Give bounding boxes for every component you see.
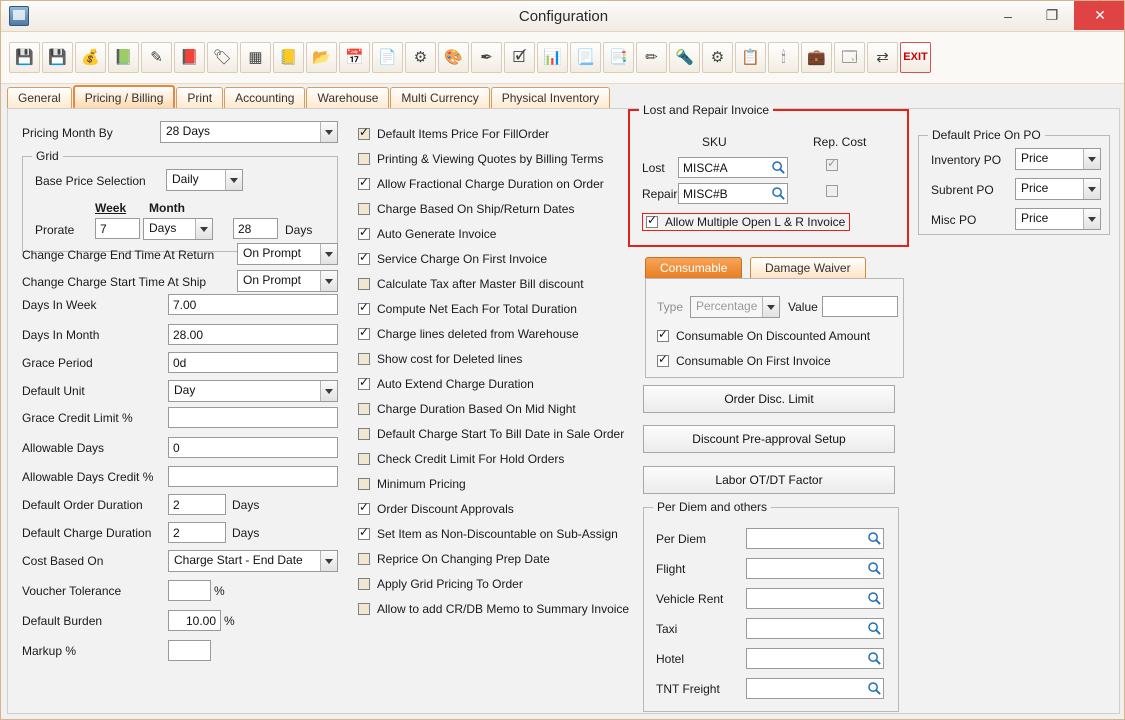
default-order-duration-input[interactable] (168, 494, 226, 515)
search-icon[interactable] (768, 158, 788, 177)
labor-ot-dt-factor-button[interactable] (643, 466, 895, 494)
chevron-down-icon[interactable] (1083, 149, 1100, 169)
window-app-icon: 🗔 (841, 49, 858, 66)
toolbar-button-lamp[interactable] (768, 42, 799, 73)
toolbar-button-window-app[interactable] (834, 42, 865, 73)
check-label: Service Charge On First Invoice (377, 252, 548, 266)
checkbox-icon[interactable] (358, 478, 370, 490)
check-consumable-on-discounted-amount[interactable] (657, 329, 870, 343)
toolbar-button-pencil[interactable] (636, 42, 667, 73)
export-excel-icon: 📗 (114, 49, 133, 66)
voucher-tolerance-label: Voucher Tolerance (22, 584, 122, 598)
allowable-days-input[interactable] (168, 437, 338, 458)
check-printing-viewing-quotes[interactable] (358, 152, 603, 166)
chevron-down-icon[interactable] (320, 122, 337, 142)
base-price-selection-value: Daily (172, 172, 199, 186)
check-reprice-changing-prep-date[interactable] (358, 552, 550, 566)
search-icon[interactable] (768, 184, 788, 203)
toolbar-button-check-task[interactable] (504, 42, 535, 73)
subrent-po-value: Price (1021, 181, 1049, 195)
prorate-label: Prorate (35, 223, 75, 237)
tab-physical-inventory[interactable]: Physical Inventory (491, 87, 610, 108)
save-icon: 💾 (15, 49, 34, 66)
toolbar-button-settings[interactable] (405, 42, 436, 73)
prorate-week-input[interactable] (95, 218, 140, 239)
toolbar-button-export-excel[interactable] (108, 42, 139, 73)
flashlight-icon: 🔦 (675, 49, 694, 66)
folder-open-icon: 📂 (312, 49, 331, 66)
chevron-down-icon[interactable] (225, 170, 242, 190)
pencil-icon: ✏ (645, 49, 658, 66)
check-allow-multiple-open-lr-invoice[interactable] (642, 213, 850, 231)
toolbar-button-folder-open[interactable] (306, 42, 337, 73)
checkbox-icon[interactable] (358, 303, 370, 315)
discount-preapproval-setup-button[interactable] (643, 425, 895, 453)
toolbar-button-flashlight[interactable] (669, 42, 700, 73)
checkbox-icon[interactable] (358, 153, 370, 165)
markup-percent-label: Markup % (22, 644, 77, 658)
consumable-type-value: Percentage (696, 299, 758, 313)
document-icon: 📄 (378, 49, 397, 66)
toolbar-button-briefcase[interactable] (801, 42, 832, 73)
chevron-down-icon[interactable] (195, 219, 212, 239)
consumable-type-label: Type (657, 300, 684, 314)
grace-period-label: Grace Period (22, 356, 93, 370)
chevron-down-icon[interactable] (1083, 179, 1100, 199)
checkbox-icon[interactable] (358, 403, 370, 415)
prorate-week-unit-combo[interactable] (143, 218, 213, 240)
default-charge-duration-label: Default Charge Duration (22, 526, 152, 540)
voucher-tolerance-suffix: % (214, 584, 225, 598)
toolbar-button-document[interactable] (372, 42, 403, 73)
checkbox-icon[interactable] (657, 355, 669, 367)
days-in-week-input[interactable] (168, 294, 338, 315)
chevron-down-icon[interactable] (320, 551, 337, 571)
hotel-label: Hotel (656, 652, 685, 666)
check-label: Charge Duration Based On Mid Night (377, 402, 576, 416)
check-service-charge-first-invoice[interactable] (358, 252, 547, 266)
tab-bar (7, 86, 1120, 108)
check-default-charge-start-bill-date[interactable] (358, 427, 624, 441)
checkbox-icon[interactable] (358, 278, 370, 290)
cost-based-on-combo[interactable] (168, 550, 338, 572)
checkbox-icon[interactable] (646, 216, 658, 228)
tab-multi-currency[interactable]: Multi Currency (390, 87, 489, 108)
default-order-duration-label: Default Order Duration (22, 498, 143, 512)
check-label: Charge lines deleted from Warehouse (377, 327, 579, 341)
default-charge-duration-input[interactable] (168, 522, 226, 543)
checkbox-icon[interactable] (358, 528, 370, 540)
check-label: Allow to add CR/DB Memo to Summary Invoice (377, 602, 630, 616)
toolbar-button-delete-record[interactable] (174, 42, 205, 73)
calendar-icon: 📅 (345, 49, 364, 66)
check-auto-extend-charge-duration[interactable] (358, 377, 534, 391)
exit-icon: EXIT (903, 51, 928, 63)
clipboard-icon: 📋 (741, 49, 760, 66)
check-charge-duration-mid-night[interactable] (358, 402, 576, 416)
base-price-selection-label: Base Price Selection (35, 174, 146, 188)
check-task-icon: 🗹 (512, 49, 527, 66)
check-minimum-pricing[interactable] (358, 477, 466, 491)
toolbar-button-save[interactable] (9, 42, 40, 73)
toolbar-button-transfer[interactable] (867, 42, 898, 73)
checkbox-icon[interactable] (358, 603, 370, 615)
markup-percent-input[interactable] (168, 640, 211, 661)
report-icon: 📊 (543, 49, 562, 66)
check-credit-limit-hold-orders[interactable] (358, 452, 564, 466)
check-charge-lines-deleted-warehouse[interactable] (358, 327, 579, 341)
labor-ot-dt-factor-label: Labor OT/DT Factor (715, 473, 823, 487)
toolbar-button-book[interactable] (273, 42, 304, 73)
search-icon[interactable] (864, 589, 884, 608)
transfer-icon: ⇄ (876, 49, 889, 66)
grace-credit-limit-label: Grace Credit Limit % (22, 411, 133, 425)
per-diem-title: Per Diem and others (653, 500, 771, 514)
checkbox-icon[interactable] (358, 353, 370, 365)
taxi-label: Taxi (656, 622, 678, 636)
pen-tool-icon: ✒ (480, 49, 493, 66)
briefcase-icon: 💼 (807, 49, 826, 66)
toolbar-button-clipboard[interactable] (735, 42, 766, 73)
inventory-po-label: Inventory PO (931, 153, 1002, 167)
cost-based-on-label: Cost Based On (22, 554, 104, 568)
title-bar (1, 1, 1125, 32)
check-label: Apply Grid Pricing To Order (377, 577, 523, 591)
tab-print[interactable]: Print (176, 87, 223, 108)
save-all-icon: 💾 (48, 49, 67, 66)
misc-po-value: Price (1021, 211, 1049, 225)
check-label: Reprice On Changing Prep Date (377, 552, 550, 566)
check-label: Order Discount Approvals (377, 502, 514, 516)
allowable-days-label: Allowable Days (22, 441, 105, 455)
default-unit-label: Default Unit (22, 384, 85, 398)
tnt-freight-label: TNT Freight (656, 682, 720, 696)
default-order-duration-suffix: Days (232, 498, 260, 512)
check-auto-generate-invoice[interactable] (358, 227, 496, 241)
check-label: Consumable On Discounted Amount (676, 329, 871, 343)
checkbox-icon[interactable] (358, 228, 370, 240)
repair-row-label: Repair (642, 187, 678, 201)
checkbox-icon[interactable] (358, 253, 370, 265)
default-unit-combo[interactable] (168, 380, 338, 402)
minimize-button[interactable]: – (1004, 7, 1012, 24)
month-header: Month (149, 201, 185, 215)
check-set-item-non-discountable[interactable] (358, 527, 618, 541)
prorate-month-input[interactable] (233, 218, 278, 239)
checkbox-icon[interactable] (358, 178, 370, 190)
discount-preapproval-setup-label: Discount Pre-approval Setup (692, 432, 846, 446)
check-apply-grid-pricing-order[interactable] (358, 577, 523, 591)
search-icon[interactable] (864, 529, 884, 548)
settings-gear-icon: ⚙ (413, 49, 428, 66)
check-label: Allow Fractional Charge Duration on Order (377, 177, 604, 191)
change-charge-end-time-value: On Prompt (243, 246, 302, 260)
search-icon[interactable] (864, 649, 884, 668)
grace-credit-limit-input[interactable] (168, 407, 338, 428)
chevron-down-icon[interactable] (320, 381, 337, 401)
lost-and-repair-title: Lost and Repair Invoice (639, 103, 773, 117)
grid-icon: ▦ (248, 49, 263, 66)
change-charge-end-time-combo[interactable] (237, 243, 338, 265)
week-header: Week (95, 201, 127, 215)
change-charge-start-time-value: On Prompt (243, 273, 302, 287)
chevron-down-icon[interactable] (762, 297, 779, 317)
checkbox-icon[interactable] (358, 328, 370, 340)
check-label: Show cost for Deleted lines (377, 352, 523, 366)
chevron-down-icon[interactable] (320, 244, 337, 264)
check-label: Allow Multiple Open L & R Invoice (665, 215, 846, 229)
tab-accounting[interactable]: Accounting (224, 87, 305, 108)
vehicle-rent-label: Vehicle Rent (656, 592, 724, 606)
subrent-po-label: Subrent PO (931, 183, 994, 197)
check-label: Minimum Pricing (377, 477, 466, 491)
tab-pricing-billing[interactable]: Pricing / Billing (73, 85, 176, 108)
checkbox-icon[interactable] (358, 453, 370, 465)
file-lines-icon: 📑 (609, 49, 628, 66)
base-price-selection-combo[interactable] (166, 169, 243, 191)
days-in-month-input[interactable] (168, 324, 338, 345)
lost-rep-cost-checkbox[interactable] (826, 159, 845, 171)
search-icon[interactable] (864, 559, 884, 578)
pricing-billing-panel (7, 103, 1120, 714)
checkbox-icon[interactable] (358, 378, 370, 390)
search-icon[interactable] (864, 619, 884, 638)
lost-and-repair-group (628, 103, 909, 247)
toolbar-button-price-tag[interactable] (207, 42, 238, 73)
allowable-days-credit-input[interactable] (168, 466, 338, 487)
per-diem-label: Per Diem (656, 532, 707, 546)
check-allow-fractional-charge-duration[interactable] (358, 177, 604, 191)
check-label: Check Credit Limit For Hold Orders (377, 452, 565, 466)
search-icon[interactable] (864, 679, 884, 698)
window-buttons (986, 1, 1125, 32)
voucher-tolerance-input[interactable] (168, 580, 211, 601)
repair-rep-cost-checkbox[interactable] (826, 185, 845, 197)
chevron-down-icon[interactable] (320, 271, 337, 291)
toolbar-button-file-text[interactable] (570, 42, 601, 73)
check-charge-based-ship-return[interactable] (358, 202, 574, 216)
default-charge-duration-suffix: Days (232, 526, 260, 540)
edit-icon: ✎ (150, 49, 163, 66)
file-text-icon: 📃 (576, 49, 595, 66)
default-burden-input[interactable] (168, 610, 221, 631)
check-consumable-on-first-invoice[interactable] (657, 354, 831, 368)
toolbar-button-gear-red[interactable] (702, 42, 733, 73)
checkbox-icon[interactable] (826, 185, 838, 197)
toolbar-button-edit[interactable] (141, 42, 172, 73)
order-disc-limit-label: Order Disc. Limit (724, 392, 814, 406)
toolbar (1, 32, 1125, 84)
default-burden-label: Default Burden (22, 614, 103, 628)
tab-general[interactable]: General (7, 87, 72, 108)
days-in-week-label: Days In Week (22, 298, 97, 312)
checkbox-icon[interactable] (358, 128, 370, 140)
consumable-value-label: Value (788, 300, 818, 314)
checkbox-icon[interactable] (657, 330, 669, 342)
check-allow-cr-db-memo-summary-invoice[interactable] (358, 602, 629, 616)
check-label: Set Item as Non-Discountable on Sub-Assign (377, 527, 618, 541)
check-label: Charge Based On Ship/Return Dates (377, 202, 575, 216)
change-charge-start-time-label: Change Charge Start Time At Ship (22, 275, 207, 289)
default-unit-value: Day (174, 383, 196, 397)
check-default-items-price-fillorder[interactable] (358, 127, 549, 141)
toolbar-button-report[interactable] (537, 42, 568, 73)
checkbox-icon[interactable] (358, 553, 370, 565)
grace-period-input[interactable] (168, 352, 338, 373)
check-label: Default Charge Start To Bill Date in Sale Order (377, 427, 625, 441)
change-charge-end-time-label: Change Charge End Time At Return (22, 248, 215, 262)
consumable-panel (645, 278, 904, 378)
misc-po-combo[interactable] (1015, 208, 1101, 230)
grid-group-title: Grid (32, 149, 63, 163)
sku-column-header: SKU (702, 135, 727, 149)
pricing-month-by-value: 28 Days (166, 124, 211, 138)
grid-group (22, 149, 338, 252)
toolbar-button-calendar[interactable] (339, 42, 370, 73)
default-price-on-po-title: Default Price On PO (928, 128, 1045, 142)
toolbar-button-pen[interactable] (471, 42, 502, 73)
check-show-cost-deleted-lines[interactable] (358, 352, 522, 366)
toolbar-button-exit[interactable] (900, 42, 931, 73)
toolbar-button-save-all[interactable] (42, 42, 73, 73)
pricing-month-by-label: Pricing Month By (22, 126, 113, 140)
subrent-po-combo[interactable] (1015, 178, 1101, 200)
prorate-month-unit-label: Days (285, 223, 313, 237)
inventory-po-combo[interactable] (1015, 148, 1101, 170)
change-charge-start-time-combo[interactable] (237, 270, 338, 292)
check-label: Auto Extend Charge Duration (377, 377, 534, 391)
consumable-type-combo[interactable] (690, 296, 780, 318)
tab-warehouse[interactable]: Warehouse (306, 87, 389, 108)
checkbox-icon[interactable] (358, 503, 370, 515)
checkbox-icon[interactable] (358, 203, 370, 215)
chevron-down-icon[interactable] (1083, 209, 1100, 229)
tab-damage-waiver[interactable]: Damage Waiver (750, 257, 866, 278)
toolbar-button-palette[interactable] (438, 42, 469, 73)
lost-row-label: Lost (642, 161, 665, 175)
lamp-icon: 🕯 (781, 49, 786, 66)
check-order-discount-approvals[interactable] (358, 502, 514, 516)
maximize-button[interactable]: ❐ (1045, 7, 1059, 23)
window-title: Configuration (518, 7, 609, 25)
toolbar-button-currency[interactable] (75, 42, 106, 73)
book-icon: 📒 (279, 49, 298, 66)
check-label: Printing & Viewing Quotes by Billing Terms (377, 152, 604, 166)
prorate-week-unit-value: Days (149, 221, 177, 235)
default-price-on-po-group (918, 128, 1110, 235)
toolbar-button-grid[interactable] (240, 42, 271, 73)
checkbox-icon[interactable] (826, 159, 838, 171)
toolbar-button-file-lines[interactable] (603, 42, 634, 73)
checkbox-icon[interactable] (358, 578, 370, 590)
delete-record-icon: 📕 (180, 49, 199, 66)
check-label: Auto Generate Invoice (377, 227, 497, 241)
check-label: Default Items Price For FillOrder (377, 127, 550, 141)
order-disc-limit-button[interactable] (643, 385, 895, 413)
check-compute-net-each-total-duration[interactable] (358, 302, 577, 316)
rep-cost-column-header: Rep. Cost (813, 135, 867, 149)
check-label: Consumable On First Invoice (676, 354, 831, 368)
days-in-month-label: Days In Month (22, 328, 100, 342)
cost-based-on-value: Charge Start - End Date (174, 553, 303, 567)
pricing-month-by-combo[interactable] (160, 121, 338, 143)
per-diem-group (643, 500, 899, 712)
check-label: Calculate Tax after Master Bill discount (377, 277, 584, 291)
currency-icon: 💰 (81, 49, 100, 66)
inventory-po-value: Price (1021, 151, 1049, 165)
check-calculate-tax-after-master-bill-discount[interactable] (358, 277, 584, 291)
color-palette-icon: 🎨 (444, 49, 463, 66)
gear-red-icon: ⚙ (710, 49, 725, 66)
price-tag-icon: 🏷 (212, 49, 233, 66)
check-label: Compute Net Each For Total Duration (377, 302, 577, 316)
close-button[interactable]: ✕ (1074, 1, 1125, 30)
misc-po-label: Misc PO (931, 213, 977, 227)
consumable-value-input[interactable] (822, 296, 898, 317)
allowable-days-credit-label: Allowable Days Credit % (22, 470, 154, 484)
tab-consumable[interactable]: Consumable (645, 257, 742, 278)
default-burden-suffix: % (224, 614, 235, 628)
flight-label: Flight (656, 562, 686, 576)
checkbox-icon[interactable] (358, 428, 370, 440)
